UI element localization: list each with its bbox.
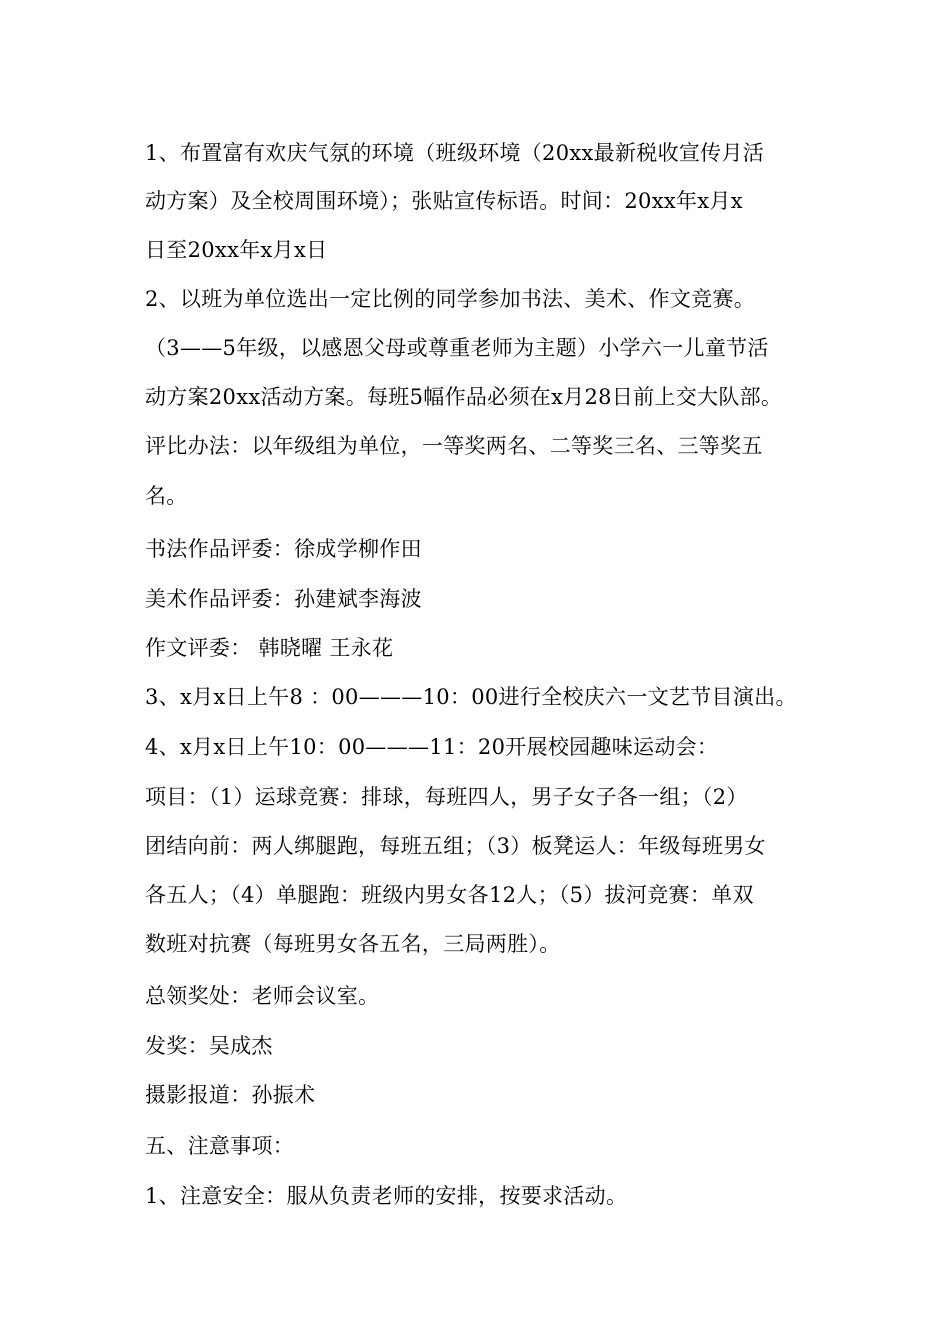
text-line: 4、x月x日上午10：00———11：20开展校园趣味运动会： — [145, 735, 719, 759]
text-line: 3、x月x日上午8 ：00———10：00进行全校庆六一文艺节目演出。 — [145, 685, 797, 709]
text-line: 发奖：吴成杰 — [145, 1034, 273, 1058]
text-line: 团结向前：两人绑腿跑，每班五组；（3）板凳运人：年级每班男女 — [145, 834, 766, 858]
text-line: 动方案20xx活动方案。每班5幅作品必须在x月28日前上交大队部。 — [145, 385, 783, 409]
text-line: 总领奖处：老师会议室。 — [145, 984, 380, 1008]
text-line: 作文评委： 韩晓曜 王永花 — [145, 636, 394, 660]
text-line: 动方案）及全校周围环境）；张贴宣传标语。时间：20xx年x月x — [145, 189, 743, 213]
text-line: 1、注意安全：服从负责老师的安排，按要求活动。 — [145, 1184, 628, 1208]
text-line: 数班对抗赛（每班男女各五名，三局两胜）。 — [145, 932, 561, 956]
text-line: 五、注意事项： — [145, 1134, 295, 1158]
text-line: （3——5年级，以感恩父母或尊重老师为主题）小学六一儿童节活 — [145, 336, 769, 360]
text-line: 1、布置富有欢庆气氛的环境（班级环境（20xx最新税收宣传月活 — [145, 141, 765, 165]
text-line: 评比办法：以年级组为单位，一等奖两名、二等奖三名、三等奖五 — [145, 434, 763, 458]
text-line: 书法作品评委：徐成学柳作田 — [145, 537, 422, 561]
text-line: 2、以班为单位选出一定比例的同学参加书法、美术、作文竞赛。 — [145, 287, 756, 311]
text-line: 各五人；（4）单腿跑：班级内男女各12人；（5）拔河竞赛：单双 — [145, 883, 754, 907]
text-line: 项目：（1）运球竞赛：排球，每班四人，男子女子各一组；（2） — [145, 785, 748, 809]
text-line: 名。 — [145, 484, 188, 508]
text-line: 摄影报道：孙振术 — [145, 1083, 316, 1107]
text-line: 美术作品评委：孙建斌李海波 — [145, 587, 422, 611]
text-line: 日至20xx年x月x日 — [145, 238, 328, 262]
